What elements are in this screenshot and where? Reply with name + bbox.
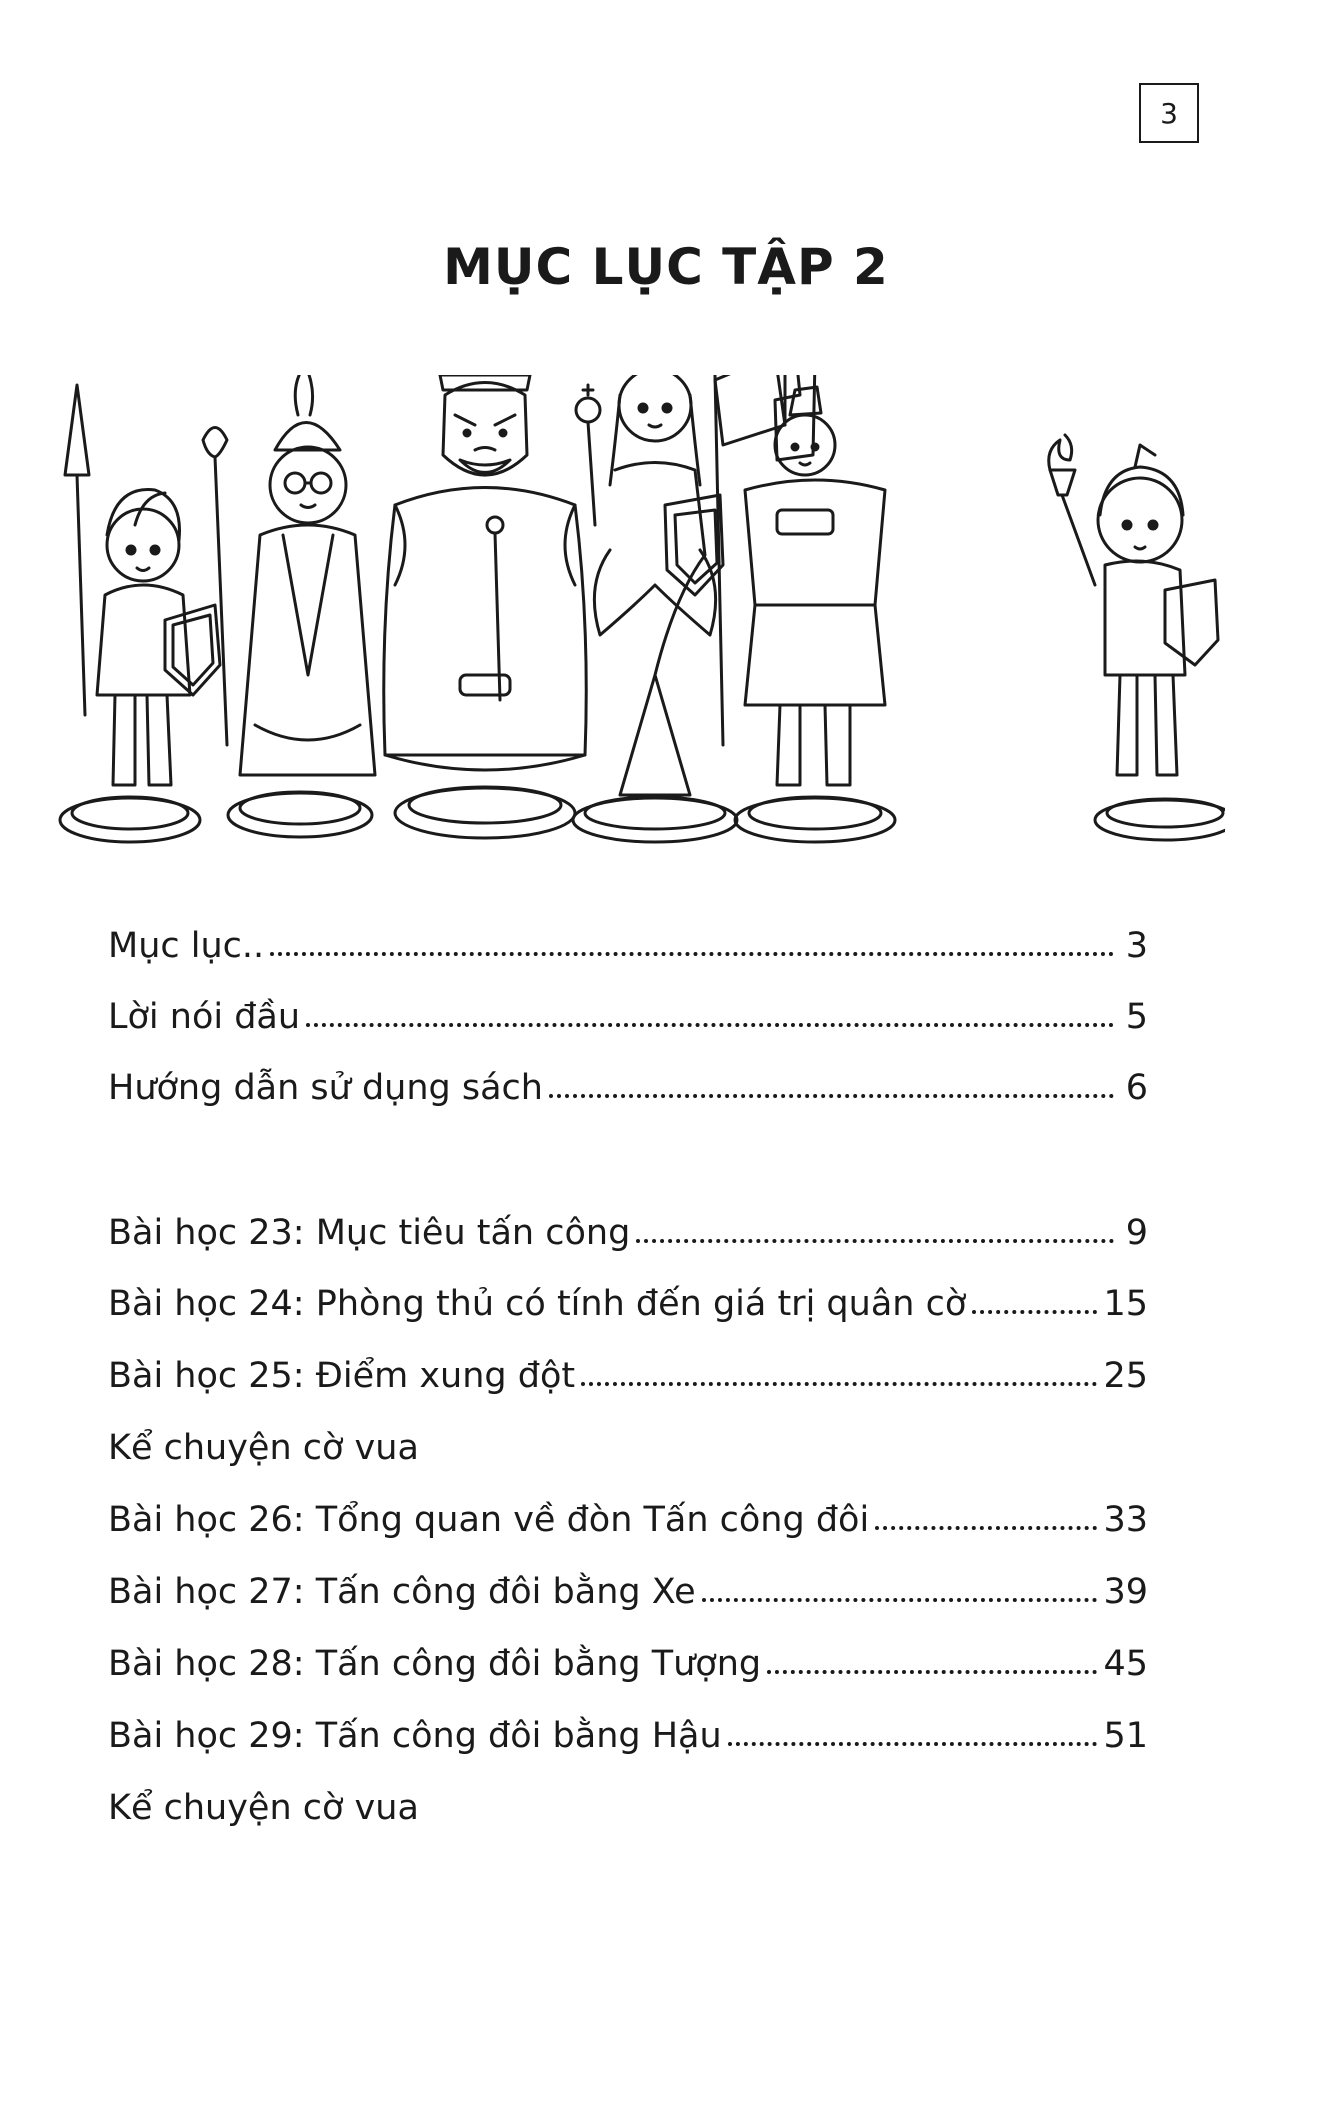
toc-entry-page: 45 [1103,1644,1148,1684]
toc-entry-label: Bài học 29: Tấn công đôi bằng Hậu [108,1716,722,1756]
toc-entry[interactable] [108,1050,1148,1106]
toc-section-heading[interactable] [108,1410,1148,1466]
king-figure [384,375,587,838]
queen-figure [573,375,737,842]
dot-leader [702,1598,1098,1602]
dot-leader [581,1382,1097,1386]
toc-entry-page: 9 [1125,1213,1148,1253]
bishop-figure [203,375,375,837]
toc-entry-page: 51 [1103,1716,1148,1756]
toc-entry-label: Bài học 26: Tổng quan về đòn Tấn công đôi [108,1500,870,1540]
toc-entry[interactable] [108,1338,1148,1394]
knight-child-figure [1049,435,1225,840]
rook-guard-figure [715,375,895,842]
toc-entry[interactable] [108,1482,1148,1538]
toc-entry-page: 39 [1103,1572,1148,1612]
toc-entry-label: Bài học 23: Mục tiêu tấn công [108,1213,631,1253]
toc-entry-page: 3 [1125,926,1148,966]
toc-section-heading[interactable] [108,1770,1148,1826]
toc-entry-label: Kể chuyện cờ vua [108,1788,419,1828]
toc-entry-page: 33 [1103,1500,1148,1540]
dot-leader [270,952,1114,956]
page-title: MỤC LỤC TẬP 2 [443,238,889,296]
pawn-soldier-figure [60,385,220,842]
dot-leader [728,1742,1098,1746]
dot-leader [636,1239,1114,1243]
page-number: 3 [1139,83,1199,143]
toc-entry[interactable] [108,1554,1148,1610]
toc-entry[interactable] [108,908,1148,964]
dot-leader [875,1526,1097,1530]
toc-entry[interactable] [108,1195,1148,1251]
toc-entry[interactable] [108,1626,1148,1682]
toc-entry[interactable] [108,979,1148,1035]
toc-entry-label: Bài học 25: Điểm xung đột [108,1356,576,1396]
toc-entry-page: 25 [1103,1356,1148,1396]
dot-leader [972,1310,1097,1314]
dot-leader [549,1094,1114,1098]
dot-leader [767,1670,1097,1674]
toc-entry-label: Kể chuyện cờ vua [108,1428,419,1468]
toc-entry[interactable] [108,1698,1148,1754]
toc-entry-page: 15 [1103,1284,1148,1324]
dot-leader [306,1023,1114,1027]
toc-entry-label: Bài học 27: Tấn công đôi bằng Xe [108,1572,696,1612]
toc-entry-page: 5 [1125,997,1148,1037]
chess-pieces-illustration [55,375,1225,875]
toc-entry-label: Mục lục.. [108,926,265,966]
toc-entry[interactable] [108,1266,1148,1322]
toc-entry-label: Lời nói đầu [108,997,301,1037]
toc-entry-page: 6 [1125,1068,1148,1108]
toc-entry-label: Bài học 28: Tấn công đôi bằng Tượng [108,1644,762,1684]
toc-entry-label: Bài học 24: Phòng thủ có tính đến giá trị quân cờ [108,1284,967,1324]
toc-entry-label: Hướng dẫn sử dụng sách [108,1068,543,1108]
